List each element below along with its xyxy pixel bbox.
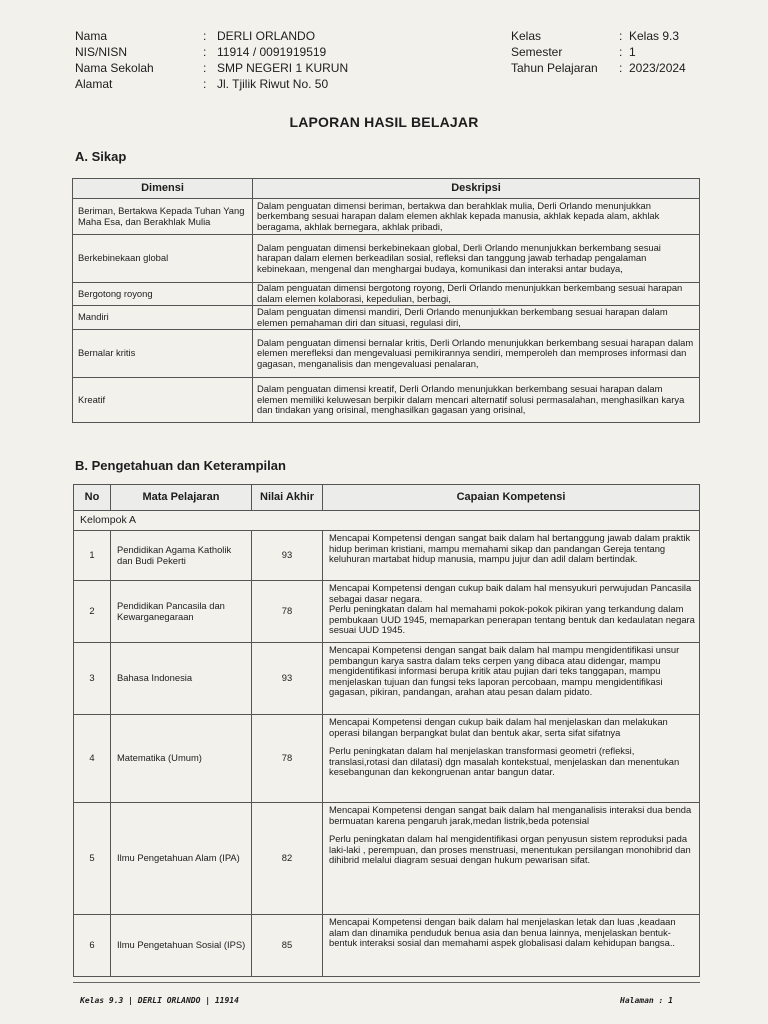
header-colon: : (203, 45, 207, 59)
col-no: No (74, 485, 111, 511)
subject-capaian (323, 715, 700, 803)
header-colon: : (203, 77, 207, 91)
subject-score: 93 (252, 531, 323, 581)
sikap-header-row (73, 179, 700, 199)
subject-score: 93 (252, 643, 323, 715)
dimensi-cell: Kreatif (73, 378, 253, 423)
subject-row (74, 915, 700, 977)
capaian-text: Mencapai Kompetensi dengan cukup baik dalam hal mensyukuri perwujudan Pancasila sebagai dasar negara. Perlu peningkatan dalam hal memahami pokok-pokok pikiran yang terkandung dalam pembukaan UUD 1945, memaparkan penerapan tentang bentuk dan kedaulatan negara sesuai UUD 1945. (329, 582, 695, 636)
dimensi-cell: Mandiri (73, 306, 253, 330)
sikap-row (73, 330, 700, 378)
subject-capaian (323, 803, 700, 915)
subject-capaian (323, 581, 700, 643)
header-value: Jl. Tjilik Riwut No. 50 (217, 77, 329, 91)
header-colon: : (619, 61, 623, 75)
capaian-text: Mencapai Kompetensi dengan sangat baik dalam hal bertanggung jawab dalam praktik hidup beriman kristiani, mampu memahami sikap dan pandangan Gereja tentang keluhuran martabat hidup manusia, mampu jujur dan adil dalam bertindak. (329, 532, 691, 565)
sikap-row (73, 199, 700, 235)
capaian-text: Mencapai Kompetensi dengan cukup baik dalam hal menjelaskan dan melakukan operasi bilangan berpangkat bulat dan bentuk akar, serta sifat sifatnya (329, 716, 668, 738)
col-deskripsi: Deskripsi (253, 179, 700, 199)
sikap-row (73, 378, 700, 423)
header-value: 11914 / 0091919519 (217, 45, 327, 59)
sikap-row (73, 306, 700, 330)
header-value: DERLI ORLANDO (217, 29, 316, 43)
header-label: Kelas (511, 29, 542, 43)
subject-name: Ilmu Pengetahuan Alam (IPA) (111, 803, 252, 915)
subject-no: 3 (74, 643, 111, 715)
capaian-text: Mencapai Kompetensi dengan baik dalam hal menjelaskan letak dan luas ,keadaan alam dan dinamika penduduk benua asia dan benua lainnya, menjelaskan bentuk-bentuk interaksi sosial dan memahami aspek globalisasi dalam kehidupan bangsa.. (329, 916, 676, 949)
col-capaian: Capaian Kompetensi (323, 485, 700, 511)
header-label: Tahun Pelajaran (511, 61, 598, 75)
col-mata-pelajaran: Mata Pelajaran (111, 485, 252, 511)
dimensi-cell: Berkebinekaan global (73, 235, 253, 283)
subject-no: 5 (74, 803, 111, 915)
deskripsi-cell: Dalam penguatan dimensi mandiri, Derli Orlando menunjukkan berkembang sesuai harapan dalam elemen pemahaman diri dan situasi, regulasi diri, (253, 306, 700, 330)
subject-row (74, 531, 700, 581)
dimensi-cell: Bergotong royong (73, 283, 253, 306)
footer-page: Halaman : 1 (620, 996, 673, 1005)
subject-capaian (323, 531, 700, 581)
subject-name: Matematika (Umum) (111, 715, 252, 803)
subject-score: 85 (252, 915, 323, 977)
header-row (75, 60, 348, 76)
subject-name: Pendidikan Pancasila dan Kewarganegaraan (111, 581, 252, 643)
sikap-row (73, 283, 700, 306)
subject-capaian (323, 643, 700, 715)
header-row (75, 76, 348, 92)
subject-row (74, 803, 700, 915)
header-label: Nama (75, 29, 108, 43)
header-colon: : (203, 61, 207, 75)
footer-info: Kelas 9.3 | DERLI ORLANDO | 11914 (80, 996, 239, 1005)
deskripsi-cell: Dalam penguatan dimensi beriman, bertakwa dan berahklak mulia, Derli Orlando menunjukkan berkembang sesuai harapan dalam elemen akhlak kepada manusia, akhlak kepada alam, akhlak beragama, akhlak bernegara, akhlak pribadi, (253, 199, 700, 235)
capaian-text: Mencapai Kompetensi dengan sangat baik dalam hal menganalisis interaksi dua benda bermuatan karena pengaruh jarak,medan listrik,beda potensial (329, 804, 692, 826)
header-colon: : (619, 29, 623, 43)
col-nilai-akhir: Nilai Akhir (252, 485, 323, 511)
group-row (74, 511, 700, 531)
deskripsi-cell: Dalam penguatan dimensi bergotong royong, Derli Orlando menunjukkan berkembang sesuai harapan dalam elemen kolaborasi, kepedulian, berbagi, (253, 283, 700, 306)
subject-name: Pendidikan Agama Katholik dan Budi Pekerti (111, 531, 252, 581)
header-row (75, 28, 348, 44)
capaian-text: Mencapai Kompetensi dengan sangat baik dalam hal mampu mengidentifikasi unsur pembangun karya sastra dalam teks cerpen yang dibaca atau didengar, mampu mengidentifikasi informasi berupa kritik atau pujian dari teks tanggapan, mampu menjelaskan tujuan dan fungsi teks laporan percobaan, mampu mengidentifikasi gagasan, pikiran, pandangan, arahan atau pesan dalam pidato. (329, 644, 680, 698)
header-row (511, 60, 686, 76)
subject-no: 4 (74, 715, 111, 803)
header-row (75, 44, 348, 60)
subject-score: 82 (252, 803, 323, 915)
subject-row (74, 581, 700, 643)
subject-score: 78 (252, 581, 323, 643)
report-title: LAPORAN HASIL BELAJAR (289, 114, 479, 130)
header-label: Alamat (75, 77, 113, 91)
sikap-table (72, 178, 700, 423)
deskripsi-cell: Dalam penguatan dimensi berkebinekaan global, Derli Orlando menunjukkan berkembang sesuai harapan dalam elemen berkeadilan sosial, refleksi dan tanggung jawab terhadap pengalaman kebinekaan, mengenal dan menghargai budaya, komunikasi dan interaksi antar budaya, (253, 235, 700, 283)
class-info (511, 28, 686, 76)
subject-row (74, 715, 700, 803)
subject-no: 6 (74, 915, 111, 977)
subject-row (74, 643, 700, 715)
subject-name: Ilmu Pengetahuan Sosial (IPS) (111, 915, 252, 977)
section-pengetahuan-heading: B. Pengetahuan dan Keterampilan (75, 458, 286, 473)
dimensi-cell: Beriman, Bertakwa Kepada Tuhan Yang Maha Esa, dan Berakhlak Mulia (73, 199, 253, 235)
subject-capaian (323, 915, 700, 977)
header-value: 1 (629, 45, 636, 59)
header-colon: : (619, 45, 623, 59)
header-value: SMP NEGERI 1 KURUN (217, 61, 349, 75)
header-label: NIS/NISN (75, 45, 128, 59)
header-label: Nama Sekolah (75, 61, 154, 75)
deskripsi-cell: Dalam penguatan dimensi kreatif, Derli Orlando menunjukkan berkembang sesuai harapan dalam elemen memiliki keluwesan berpikir dalam mencari alternatif solusi permasalahan, menghasilkan karya dan tindakan yang orisinal, menghasilkan gagasan yang orisinal, (253, 378, 700, 423)
header-value: 2023/2024 (629, 61, 686, 75)
deskripsi-cell: Dalam penguatan dimensi bernalar kritis, Derli Orlando menunjukkan berkembang sesuai harapan dalam elemen merefleksi dan mengevaluasi pemikirannya sendiri, memperoleh dan memproses informasi dan gagasan, menganalisis dan mengevaluasi penalaran, (253, 330, 700, 378)
subject-no: 1 (74, 531, 111, 581)
pengetahuan-header-row (74, 485, 700, 511)
header-row (511, 44, 686, 60)
subject-no: 2 (74, 581, 111, 643)
col-dimensi: Dimensi (73, 179, 253, 199)
header-value: Kelas 9.3 (629, 29, 680, 43)
capaian-text: Perlu peningkatan dalam hal mengidentifikasi organ penyusun sistem reproduksi pada laki-laki , perempuan, dan proses menstruasi, menentukan persilangan monohibrid dan dihibrid melalui diagram sesuai dengan hukum pewarisan sifat. (329, 833, 691, 866)
footer-divider (73, 982, 700, 983)
student-info (75, 28, 348, 92)
dimensi-cell: Bernalar kritis (73, 330, 253, 378)
subject-name: Bahasa Indonesia (111, 643, 252, 715)
section-sikap-heading: A. Sikap (75, 149, 127, 164)
header-row (511, 28, 686, 44)
header-colon: : (203, 29, 207, 43)
pengetahuan-table (73, 484, 700, 977)
header-label: Semester (511, 45, 563, 59)
sikap-row (73, 235, 700, 283)
subject-score: 78 (252, 715, 323, 803)
group-label: Kelompok A (74, 511, 700, 531)
capaian-text: Perlu peningkatan dalam hal menjelaskan transformasi geometri (refleksi, translasi,rotasi dan dilatasi) dgn masalah kontekstual, menjelaskan dan menentukan kesebangunan dan kekongruenan antar bangun datar. (329, 745, 680, 778)
